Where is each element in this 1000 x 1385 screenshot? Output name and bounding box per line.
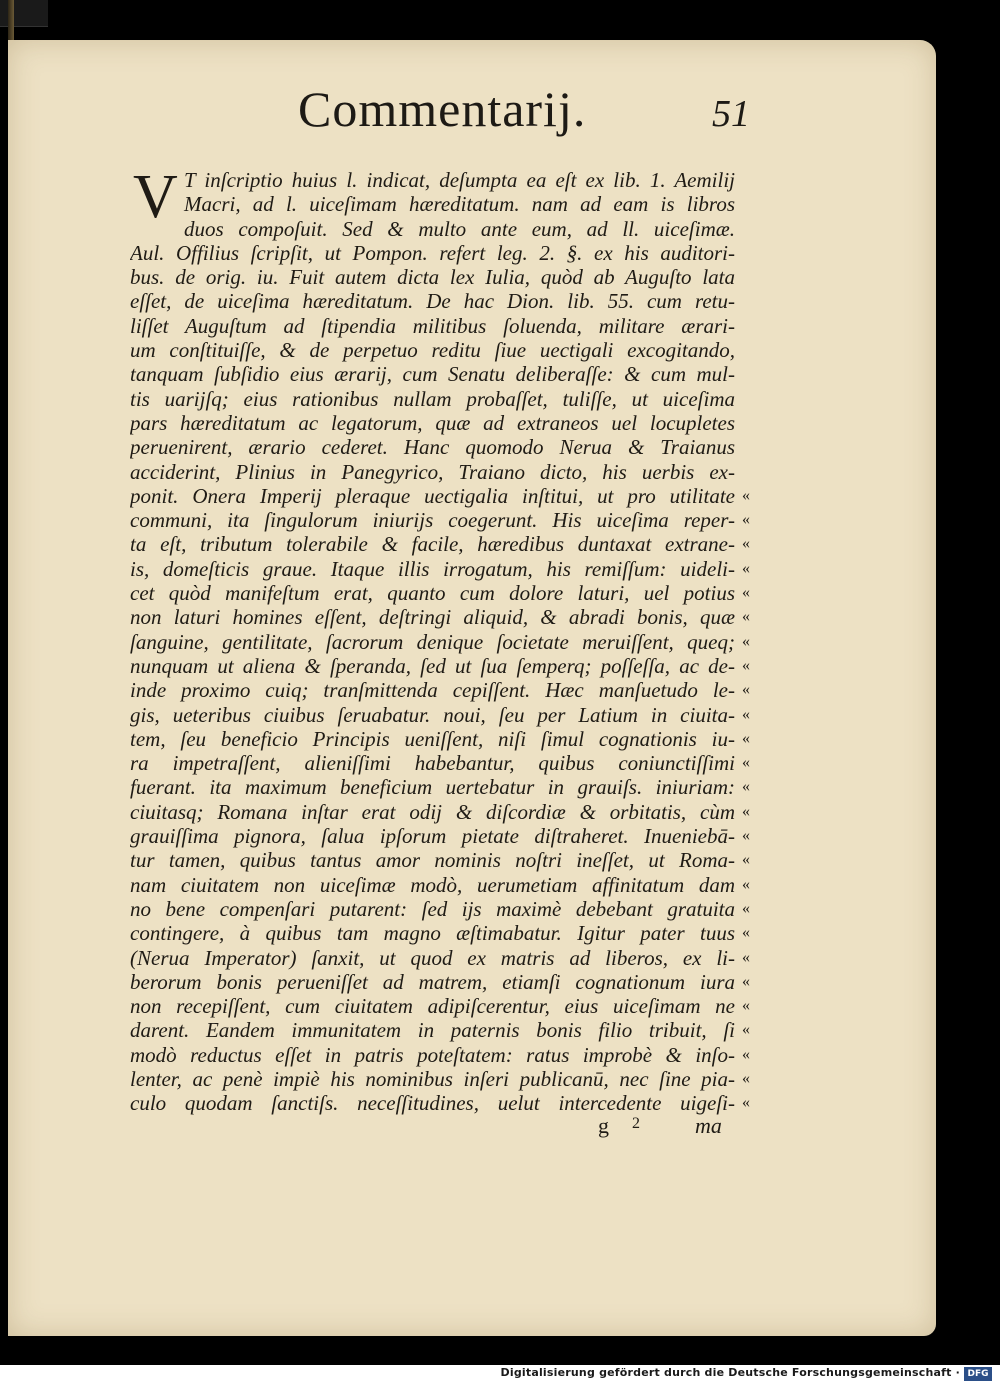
quote-mark <box>736 289 756 313</box>
quote-mark <box>736 387 756 411</box>
quote-mark <box>736 435 756 459</box>
quote-mark <box>736 192 756 216</box>
text-line: Aul. Offilius ſcripſit, ut Pompon. refert leg. 2. §. ex his auditori- <box>130 240 735 265</box>
catchword: ma <box>695 1113 722 1138</box>
text-line: duos compoſuit. Sed & multo ante eum, ad ll. uiceſimæ. <box>184 216 735 241</box>
text-line: nam ciuitatem non uiceſimæ modò, uerumetiam affinitatum dam <box>130 872 735 897</box>
quote-mark: « <box>742 997 750 1015</box>
text-line: Macri, ad l. uiceſimam hæreditatum. nam ad eam is libros <box>184 192 735 217</box>
quote-mark: « <box>742 511 750 529</box>
text-line: ta eſt, tributum tolerabile & facile, hæredibus duntaxat extrane- <box>130 532 735 557</box>
quote-mark: « <box>742 778 750 796</box>
text-line: non recepiſſent, cum ciuitatem adipiſcerentur, eius uiceſimam ne <box>130 994 735 1019</box>
text-line: cet quòd manifeſtum erat, quanto cum dolore laturi, uel potius <box>130 581 735 606</box>
quote-mark: « <box>742 729 750 747</box>
quote-mark <box>736 265 756 289</box>
text-line: culo quodam ſanctiſs. neceſſitudines, uelut intercedente uigeſi- <box>130 1091 735 1116</box>
quote-mark <box>736 338 756 362</box>
drop-cap: V <box>133 163 178 231</box>
quote-mark: « <box>742 559 750 577</box>
text-line: pars hæreditatum ac legatorum, quæ ad extraneos uel locupletes <box>130 410 735 435</box>
text-line: non laturi homines eſſent, deſtringi aliquid, & abradi bonis, quæ <box>130 605 735 630</box>
text-line: T inſcriptio huius l. indicat, deſumpta ea eſt ex lib. 1. Aemilij <box>184 168 735 192</box>
text-line: berorum bonis perueniſſet ad matrem, etiamſi cognationum iura <box>130 969 735 994</box>
text-line: no bene compenſari putarent: ſed ijs maximè debebant gratuita <box>130 896 735 921</box>
quote-mark: « <box>742 899 750 917</box>
text-line: (Nerua Imperator) ſanxit, ut quod ex matris ad liberos, ex li- <box>130 945 735 970</box>
quote-mark: « <box>742 608 750 626</box>
running-head: Commentarij. <box>298 81 587 137</box>
quote-mark: « <box>742 972 750 990</box>
quote-mark <box>736 217 756 241</box>
quote-mark: « <box>742 705 750 723</box>
quote-mark: « <box>742 1069 750 1087</box>
quote-mark: « <box>742 875 750 893</box>
quote-mark: « <box>742 656 750 674</box>
quote-mark: « <box>742 948 750 966</box>
text-line: tanquam ſubſidio eius ærarij, cum Senatu deliberaſſe: & cum mul- <box>130 362 735 387</box>
text-line: liſſet Auguſtum ad ſtipendia militibus ſoluenda, militare ærari- <box>130 313 735 338</box>
quote-mark: « <box>742 681 750 699</box>
quote-mark: « <box>742 1021 750 1039</box>
signature-mark: g <box>598 1113 609 1138</box>
quote-mark: « <box>742 802 750 820</box>
text-line: acciderint, Plinius in Panegyrico, Traiano dicto, his uerbis ex- <box>130 459 735 484</box>
text-line: peruenirent, ærario cederet. Hanc quomodo Nerua & Traianus <box>130 435 735 460</box>
quote-mark: « <box>742 1045 750 1063</box>
quote-mark <box>736 314 756 338</box>
quote-mark: « <box>742 486 750 504</box>
text-line: nunquam ut aliena & ſperanda, ſed ut ſua ſemperq; poſſeſſa, ac de- <box>130 653 735 678</box>
text-line: tur tamen, quibus tantus amor nominis noſtri ineſſet, ut Roma- <box>130 848 735 873</box>
quote-mark: « <box>742 1094 750 1112</box>
text-line: ciuitasq; Romana inſtar erat odij & diſcordiæ & orbitatis, cùm <box>130 799 735 824</box>
text-line: tis uarijſq; eius rationibus nullam probaſſet, tuliſſe, ut uiceſima <box>130 386 735 411</box>
text-line: bus. de orig. iu. Fuit autem dicta lex Iulia, quòd ab Auguſto lata <box>130 265 735 290</box>
text-line: communi, ita ſingulorum iniurijs coegerunt. His uiceſima reper- <box>130 508 735 533</box>
quotation-marks-column <box>736 168 756 1116</box>
text-block <box>130 163 735 1116</box>
quote-mark: « <box>742 924 750 942</box>
text-line: gis, ueteribus ciuibus ſeruabatur. noui, ſeu per Latium in ciuita- <box>130 702 735 727</box>
text-line: darent. Eandem immunitatem in paternis bonis filio tribuit, ſi <box>130 1018 735 1043</box>
dfg-logo[interactable]: DFG <box>964 1367 992 1381</box>
quote-mark <box>736 168 756 192</box>
text-line: um conſtituiſſe, & de perpetuo reditu ſiue uectigali excogitando, <box>130 338 735 363</box>
quote-mark: « <box>742 632 750 650</box>
quote-mark: « <box>742 584 750 602</box>
quote-mark: « <box>742 827 750 845</box>
quote-mark <box>736 241 756 265</box>
digitization-credit: Digitalisierung gefördert durch die Deutsche Forschungsgemeinschaft · <box>500 1366 960 1379</box>
text-line: tem, ſeu beneficio Principis ueniſſent, niſi ſimul cognationis iu- <box>130 726 735 751</box>
text-line: inde proximo cuiq; tranſmittenda cepiſſent. Hæc manſuetudo le- <box>130 678 735 703</box>
quote-mark: « <box>742 535 750 553</box>
signature-number: 2 <box>632 1115 640 1132</box>
text-line: ra impetraſſent, alieniſſimi habebantur, quibus coniunctiſſimi <box>130 751 735 776</box>
quote-mark: « <box>742 754 750 772</box>
text-line: ponit. Onera Imperij pleraque uectigalia inſtitui, ut pro utilitate <box>130 483 735 508</box>
text-line: modò reductus eſſet in patris poteſtatem: ratus improbè & inſo- <box>130 1042 735 1067</box>
text-line: ſanguine, gentilitate, ſacrorum denique ſocietate meruiſſent, queq; <box>130 629 735 654</box>
quote-mark <box>736 411 756 435</box>
text-line: grauiſſima pignora, ſalua ipſorum pietate diſtraheret. Inueniebā- <box>130 824 735 849</box>
quote-mark <box>736 362 756 386</box>
page-number: 51 <box>712 93 750 135</box>
text-line: fuerant. ita maximum beneficium uertebatur in grauiſs. iniuriam: <box>130 775 735 800</box>
text-line: lenter, ac penè impiè his nominibus inſeri publicanū, nec ſine pia- <box>130 1066 735 1091</box>
quote-mark <box>736 460 756 484</box>
quote-mark: « <box>742 851 750 869</box>
text-line: contingere, à quibus tam magno æſtimabatur. Igitur pater tuus <box>130 921 735 946</box>
text-line: is, domeſticis graue. Itaque illis irrogatum, his remiſſum: uideli- <box>130 556 735 581</box>
text-line: eſſet, de uiceſima hæreditatum. De hac Dion. lib. 55. cum retu- <box>130 289 735 314</box>
